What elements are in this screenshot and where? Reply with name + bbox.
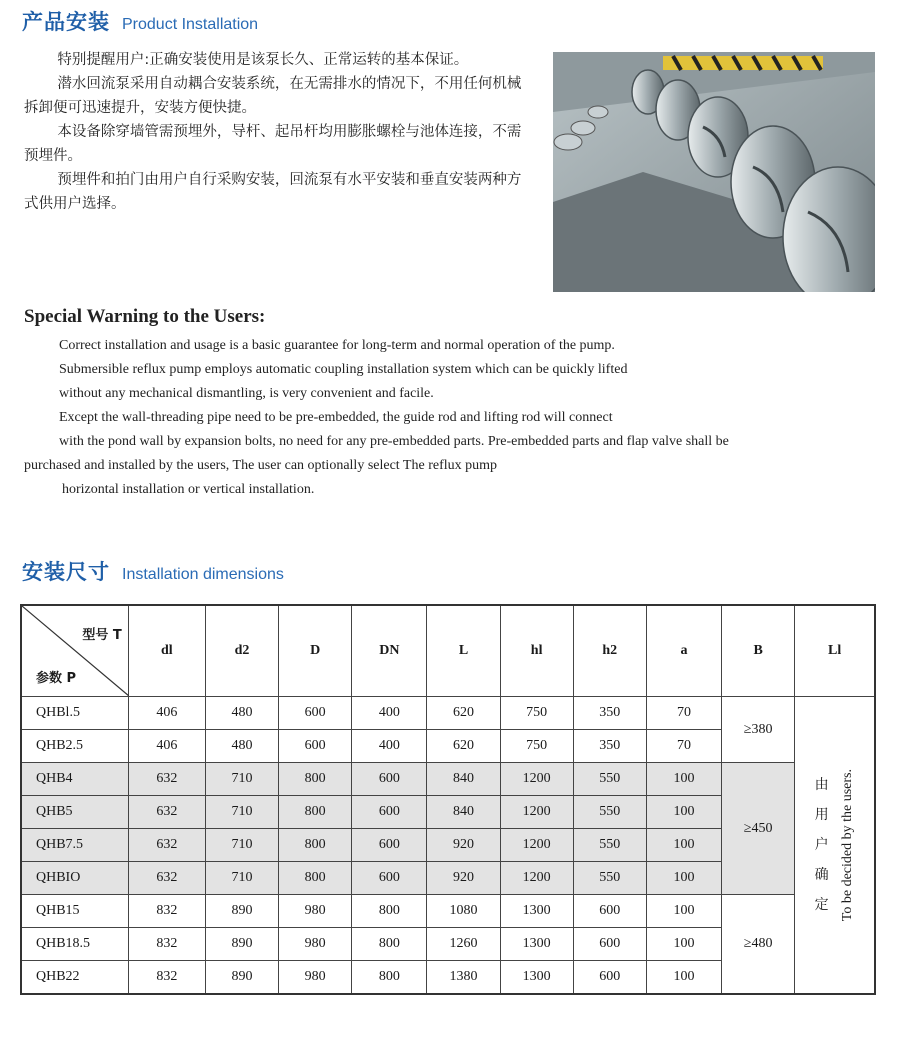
warning-text <box>24 334 884 502</box>
value-cell: 980 <box>279 928 352 961</box>
installation-dimensions-heading <box>22 556 284 586</box>
product-installation-heading <box>22 6 258 36</box>
value-cell: 800 <box>279 763 352 796</box>
warning-line: Except the wall-threading pipe need to be pre-embedded, the guide rod and lifting rod will connect <box>59 410 613 425</box>
column-header: a <box>646 605 721 697</box>
table-header-row <box>21 605 875 697</box>
value-cell: 710 <box>205 796 278 829</box>
value-cell: 100 <box>646 928 721 961</box>
b-group-cell: ≥450 <box>722 763 795 895</box>
warning-line: Correct installation and usage is a basic guarantee for long-term and normal operation of the pump. <box>59 338 615 353</box>
value-cell: 100 <box>646 961 721 995</box>
column-header: D <box>279 605 352 697</box>
product-installation-title-en: Product Installation <box>122 16 259 33</box>
value-cell: 710 <box>205 763 278 796</box>
l1-text-cn: 由用户确定 <box>814 777 829 913</box>
value-cell: 1380 <box>427 961 500 995</box>
cn-paragraph: 潜水回流泵采用自动耦合安装系统，在无需排水的情况下，不用任何机械拆卸便可迅速提升，安装方便快捷。 <box>24 76 522 116</box>
value-cell: 800 <box>279 862 352 895</box>
warning-line: Submersible reflux pump employs automatic coupling installation system which can be quickly lifted <box>59 362 628 377</box>
table-row <box>21 763 875 796</box>
value-cell: 1080 <box>427 895 500 928</box>
installation-dimensions-table <box>20 604 876 995</box>
corner-param-label: 参数 P <box>36 671 77 686</box>
value-cell: 400 <box>352 697 427 730</box>
value-cell: 600 <box>573 961 646 995</box>
cn-paragraph: 特别提醒用户:正确安装使用是该泵长久、正常运转的基本保证。 <box>57 52 469 68</box>
value-cell: 600 <box>279 697 352 730</box>
cn-paragraph: 预埋件和拍门由用户自行采购安装，回流泵有水平安装和垂直安装两种方式供用户选择。 <box>24 172 522 212</box>
value-cell: 600 <box>279 730 352 763</box>
column-header: Ll <box>795 605 875 697</box>
value-cell: 840 <box>427 796 500 829</box>
model-cell: QHB4 <box>21 763 128 796</box>
value-cell: 920 <box>427 862 500 895</box>
pump-photo-illustration <box>553 52 875 292</box>
value-cell: 832 <box>128 961 205 995</box>
l1-text-en: To be decided by the users. <box>839 768 855 922</box>
value-cell: 710 <box>205 829 278 862</box>
column-header: B <box>722 605 795 697</box>
value-cell: 832 <box>128 928 205 961</box>
value-cell: 600 <box>352 796 427 829</box>
value-cell: 710 <box>205 862 278 895</box>
model-cell: QHBIO <box>21 862 128 895</box>
value-cell: 1300 <box>500 895 573 928</box>
model-cell: QHB15 <box>21 895 128 928</box>
warning-line: horizontal installation or vertical installation. <box>62 482 315 497</box>
value-cell: 800 <box>352 961 427 995</box>
value-cell: 1200 <box>500 796 573 829</box>
value-cell: 632 <box>128 829 205 862</box>
value-cell: 980 <box>279 895 352 928</box>
value-cell: 600 <box>352 763 427 796</box>
l1-content <box>795 697 874 993</box>
b-group-cell: ≥480 <box>722 895 795 995</box>
value-cell: 550 <box>573 796 646 829</box>
value-cell: 890 <box>205 928 278 961</box>
value-cell: 600 <box>573 895 646 928</box>
column-header: d2 <box>205 605 278 697</box>
column-header: DN <box>352 605 427 697</box>
value-cell: 750 <box>500 730 573 763</box>
value-cell: 890 <box>205 961 278 995</box>
value-cell: 100 <box>646 829 721 862</box>
value-cell: 620 <box>427 697 500 730</box>
value-cell: 800 <box>352 895 427 928</box>
value-cell: 1300 <box>500 961 573 995</box>
value-cell: 980 <box>279 961 352 995</box>
value-cell: 600 <box>352 829 427 862</box>
value-cell: 620 <box>427 730 500 763</box>
model-cell: QHB22 <box>21 961 128 995</box>
value-cell: 480 <box>205 730 278 763</box>
installation-dimensions-title-cn: 安装尺寸 <box>22 560 110 584</box>
value-cell: 480 <box>205 697 278 730</box>
warning-title: Special Warning to the Users: <box>24 306 266 327</box>
warning-line: with the pond wall by expansion bolts, no need for any pre-embedded parts. Pre-embedded parts and flap valve shall be <box>59 434 729 449</box>
value-cell: 800 <box>279 829 352 862</box>
value-cell: 406 <box>128 697 205 730</box>
value-cell: 100 <box>646 763 721 796</box>
value-cell: 100 <box>646 862 721 895</box>
value-cell: 1300 <box>500 928 573 961</box>
value-cell: 100 <box>646 895 721 928</box>
model-cell: QHB2.5 <box>21 730 128 763</box>
model-cell: QHB5 <box>21 796 128 829</box>
product-installation-title-cn: 产品安装 <box>22 10 110 34</box>
value-cell: 600 <box>352 862 427 895</box>
b-group-cell: ≥380 <box>722 697 795 763</box>
warning-line: without any mechanical dismantling, is very convenient and facile. <box>59 386 434 401</box>
value-cell: 400 <box>352 730 427 763</box>
value-cell: 840 <box>427 763 500 796</box>
value-cell: 920 <box>427 829 500 862</box>
value-cell: 350 <box>573 697 646 730</box>
column-header: dl <box>128 605 205 697</box>
value-cell: 632 <box>128 862 205 895</box>
installation-dimensions-title-en: Installation dimensions <box>122 566 284 583</box>
value-cell: 550 <box>573 829 646 862</box>
value-cell: 1260 <box>427 928 500 961</box>
value-cell: 350 <box>573 730 646 763</box>
table-corner-cell <box>21 605 128 697</box>
value-cell: 800 <box>352 928 427 961</box>
table-row <box>21 895 875 928</box>
value-cell: 632 <box>128 763 205 796</box>
value-cell: 890 <box>205 895 278 928</box>
l1-cell <box>795 697 875 995</box>
model-cell: QHB18.5 <box>21 928 128 961</box>
value-cell: 100 <box>646 796 721 829</box>
value-cell: 632 <box>128 796 205 829</box>
cn-paragraph: 本设备除穿墙管需预埋外，导杆、起吊杆均用膨胀螺栓与池体连接，不需预埋件。 <box>24 124 522 164</box>
value-cell: 406 <box>128 730 205 763</box>
table-row <box>21 697 875 730</box>
model-cell: QHBl.5 <box>21 697 128 730</box>
value-cell: 70 <box>646 697 721 730</box>
model-cell: QHB7.5 <box>21 829 128 862</box>
value-cell: 70 <box>646 730 721 763</box>
value-cell: 550 <box>573 862 646 895</box>
product-description-cn <box>24 48 524 216</box>
column-header: L <box>427 605 500 697</box>
value-cell: 550 <box>573 763 646 796</box>
value-cell: 832 <box>128 895 205 928</box>
value-cell: 1200 <box>500 862 573 895</box>
value-cell: 1200 <box>500 763 573 796</box>
corner-model-label: 型号 T <box>82 628 122 643</box>
pump-installation-photo <box>553 52 875 292</box>
warning-line: purchased and installed by the users, The user can optionally select The reflux pump <box>24 458 498 473</box>
value-cell: 750 <box>500 697 573 730</box>
column-header: hl <box>500 605 573 697</box>
column-header: h2 <box>573 605 646 697</box>
value-cell: 800 <box>279 796 352 829</box>
value-cell: 1200 <box>500 829 573 862</box>
value-cell: 600 <box>573 928 646 961</box>
